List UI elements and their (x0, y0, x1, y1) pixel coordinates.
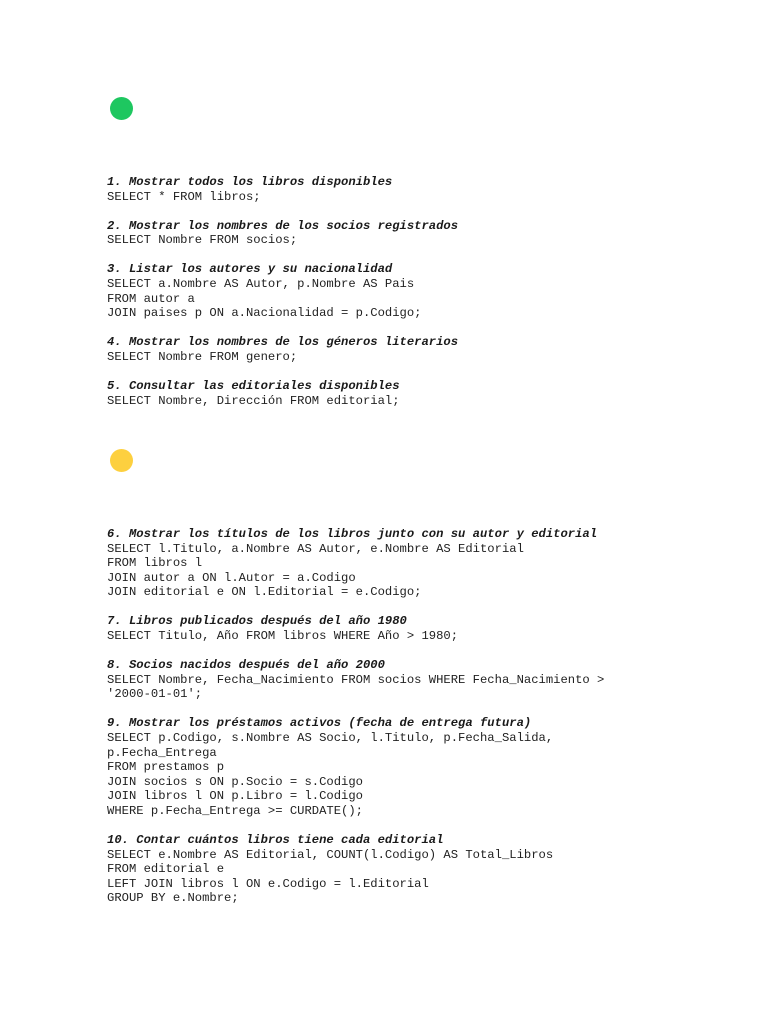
query-item (107, 614, 747, 643)
query-item (107, 527, 747, 600)
yellow-circle-icon (110, 449, 133, 472)
sql-code-line: JOIN libros l ON p.Libro = l.Codigo (107, 789, 363, 804)
sql-code-line: GROUP BY e.Nombre; (107, 891, 239, 906)
query-item (107, 658, 747, 702)
sql-code-line: JOIN editorial e ON l.Editorial = e.Codigo; (107, 585, 422, 600)
sql-code-line: SELECT Titulo, Año FROM libros WHERE Año > 1980; (107, 629, 459, 644)
sql-code-line: JOIN paises p ON a.Nacionalidad = p.Codigo; (107, 306, 422, 321)
query-title: 3. Listar los autores y su nacionalidad (107, 262, 393, 277)
query-item (107, 175, 747, 204)
sql-code-line: JOIN socios s ON p.Socio = s.Codigo (107, 774, 363, 789)
sql-code-line: SELECT p.Codigo, s.Nombre AS Socio, l.Titulo, p.Fecha_Salida, (107, 731, 554, 746)
sql-code-line: SELECT Nombre, Fecha_Nacimiento FROM socios WHERE Fecha_Nacimiento > (107, 672, 605, 687)
query-title: 9. Mostrar los préstamos activos (fecha de entrega futura) (107, 716, 532, 731)
sql-code-line: SELECT a.Nombre AS Autor, p.Nombre AS Pais (107, 276, 415, 291)
query-title: 4. Mostrar los nombres de los géneros literarios (107, 335, 459, 350)
sql-code-line: SELECT Nombre FROM genero; (107, 349, 298, 364)
query-item (107, 219, 747, 248)
sql-code-line: p.Fecha_Entrega (107, 745, 217, 760)
sql-code-line: SELECT l.Titulo, a.Nombre AS Autor, e.Nombre AS Editorial (107, 541, 524, 556)
sql-code-line: WHERE p.Fecha_Entrega >= CURDATE(); (107, 804, 363, 818)
query-title: 2. Mostrar los nombres de los socios registrados (107, 218, 459, 233)
query-title: 6. Mostrar los títulos de los libros junto con su autor y editorial (107, 527, 598, 541)
green-circle-icon (110, 97, 133, 120)
query-item (107, 833, 747, 906)
sql-code-line: SELECT * FROM libros; (107, 189, 261, 204)
query-title: 10. Contar cuántos libros tiene cada editorial (107, 833, 444, 848)
query-title: 1. Mostrar todos los libros disponibles (107, 175, 393, 189)
sql-code-line: JOIN autor a ON l.Autor = a.Codigo (107, 570, 356, 585)
sql-code-line: SELECT Nombre, Dirección FROM editorial; (107, 393, 400, 408)
query-item (107, 335, 747, 364)
query-title: 8. Socios nacidos después del año 2000 (107, 658, 385, 673)
sql-code-line: SELECT e.Nombre AS Editorial, COUNT(l.Codigo) AS Total_Libros (107, 847, 554, 862)
sql-code-line: SELECT Nombre FROM socios; (107, 233, 298, 248)
query-item (107, 262, 747, 320)
sql-code-line: FROM prestamos p (107, 760, 225, 775)
query-title: 7. Libros publicados después del año 1980 (107, 614, 407, 629)
sql-code-line: FROM editorial e (107, 862, 225, 877)
sql-code-line: FROM autor a (107, 291, 195, 306)
query-section-joins (107, 527, 747, 921)
query-section-basic (107, 175, 747, 423)
query-title: 5. Consultar las editoriales disponibles (107, 378, 400, 393)
query-item (107, 716, 747, 818)
sql-code-line: '2000-01-01'; (107, 687, 203, 702)
sql-code-line: LEFT JOIN libros l ON e.Codigo = l.Editorial (107, 876, 429, 891)
sql-code-line: FROM libros l (107, 556, 203, 571)
query-item (107, 379, 747, 408)
